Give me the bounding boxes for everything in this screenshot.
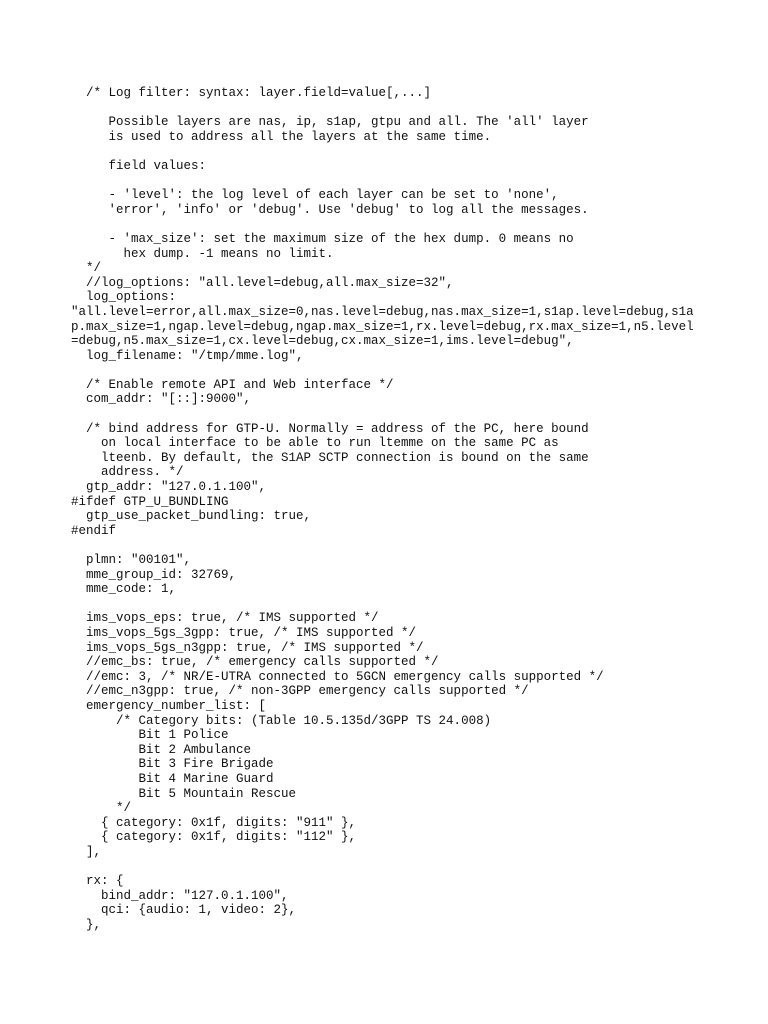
code-line: qci: {audio: 1, video: 2}, <box>71 903 297 918</box>
code-line <box>71 363 694 378</box>
code-line <box>71 597 694 612</box>
code-line: /* Enable remote API and Web interface */ <box>71 377 394 392</box>
code-line: /* bind address for GTP-U. Normally = address of the PC, here bound <box>71 421 589 436</box>
code-line <box>71 174 694 189</box>
code-line: =debug,n5.max_size=1,cx.level=debug,cx.max_size=1,ims.level=debug", <box>71 334 574 349</box>
code-line: field values: <box>71 158 207 173</box>
code-line: //emc_bs: true, /* emergency calls supported */ <box>71 655 439 670</box>
code-line <box>71 407 694 422</box>
code-line: bind_addr: "127.0.1.100", <box>71 888 289 903</box>
code-line: ims_vops_eps: true, /* IMS supported */ <box>71 611 379 626</box>
code-line <box>71 217 694 232</box>
code-line: lteenb. By default, the S1AP SCTP connection is bound on the same <box>71 450 589 465</box>
code-line: is used to address all the layers at the same time. <box>71 129 492 144</box>
code-line: plmn: "00101", <box>71 553 192 567</box>
code-line: p.max_size=1,ngap.level=debug,ngap.max_size=1,rx.level=debug,rx.max_size=1,n5.level <box>71 319 694 334</box>
code-line: Bit 3 Fire Brigade <box>71 757 274 772</box>
code-line: Possible layers are nas, ip, s1ap, gtpu and all. The 'all' layer <box>71 115 589 130</box>
code-line: ], <box>71 844 102 859</box>
code-line: - 'max_size': set the maximum size of the hex dump. 0 means no <box>71 231 574 246</box>
code-line: 'error', 'info' or 'debug'. Use 'debug' to log all the messages. <box>71 202 589 217</box>
code-line: "all.level=error,all.max_size=0,nas.level=debug,nas.max_size=1,s1ap.level=debug,s1a <box>71 304 694 319</box>
code-line: //emc: 3, /* NR/E-UTRA connected to 5GCN emergency calls supported */ <box>71 669 604 684</box>
code-line: */ <box>71 261 102 276</box>
code-line: log_options: <box>71 290 177 305</box>
code-line: gtp_use_packet_bundling: true, <box>71 509 312 524</box>
code-line: mme_code: 1, <box>71 582 177 597</box>
code-line: - 'level': the log level of each layer can be set to 'none', <box>71 188 559 203</box>
code-line: com_addr: "[::]:9000", <box>71 392 252 407</box>
code-line: emergency_number_list: [ <box>71 698 267 713</box>
code-line: ims_vops_5gs_3gpp: true, /* IMS supported */ <box>71 625 417 640</box>
code-line: ims_vops_5gs_n3gpp: true, /* IMS supported */ <box>71 640 424 655</box>
code-line: #ifdef GTP_U_BUNDLING <box>71 494 229 509</box>
code-line: log_filename: "/tmp/mme.log", <box>71 348 304 363</box>
code-line: hex dump. -1 means no limit. <box>71 246 334 261</box>
code-line: { category: 0x1f, digits: "911" }, <box>71 815 357 830</box>
code-line: //emc_n3gpp: true, /* non-3GPP emergency calls supported */ <box>71 684 529 699</box>
code-line: Bit 2 Ambulance <box>71 742 252 757</box>
code-line: }, <box>71 917 102 932</box>
config-code-block <box>71 86 694 932</box>
code-line: rx: { <box>71 874 124 889</box>
code-line: Bit 4 Marine Guard <box>71 771 274 786</box>
code-line: mme_group_id: 32769, <box>71 567 237 582</box>
code-line <box>71 859 694 874</box>
code-line: on local interface to be able to run ltemme on the same PC as <box>71 436 559 451</box>
code-line: /* Log filter: syntax: layer.field=value[,...] <box>71 86 432 100</box>
code-line: { category: 0x1f, digits: "112" }, <box>71 830 357 845</box>
code-line: gtp_addr: "127.0.1.100", <box>71 480 267 495</box>
code-line <box>71 538 694 553</box>
code-line: Bit 5 Mountain Rescue <box>71 786 297 801</box>
code-line <box>71 144 694 159</box>
code-line: */ <box>71 801 132 816</box>
code-line: address. */ <box>71 465 184 480</box>
code-line: //log_options: "all.level=debug,all.max_size=32", <box>71 275 454 290</box>
code-line: Bit 1 Police <box>71 728 229 743</box>
code-line: /* Category bits: (Table 10.5.135d/3GPP TS 24.008) <box>71 713 492 728</box>
code-line <box>71 101 694 116</box>
code-line: #endif <box>71 523 117 538</box>
